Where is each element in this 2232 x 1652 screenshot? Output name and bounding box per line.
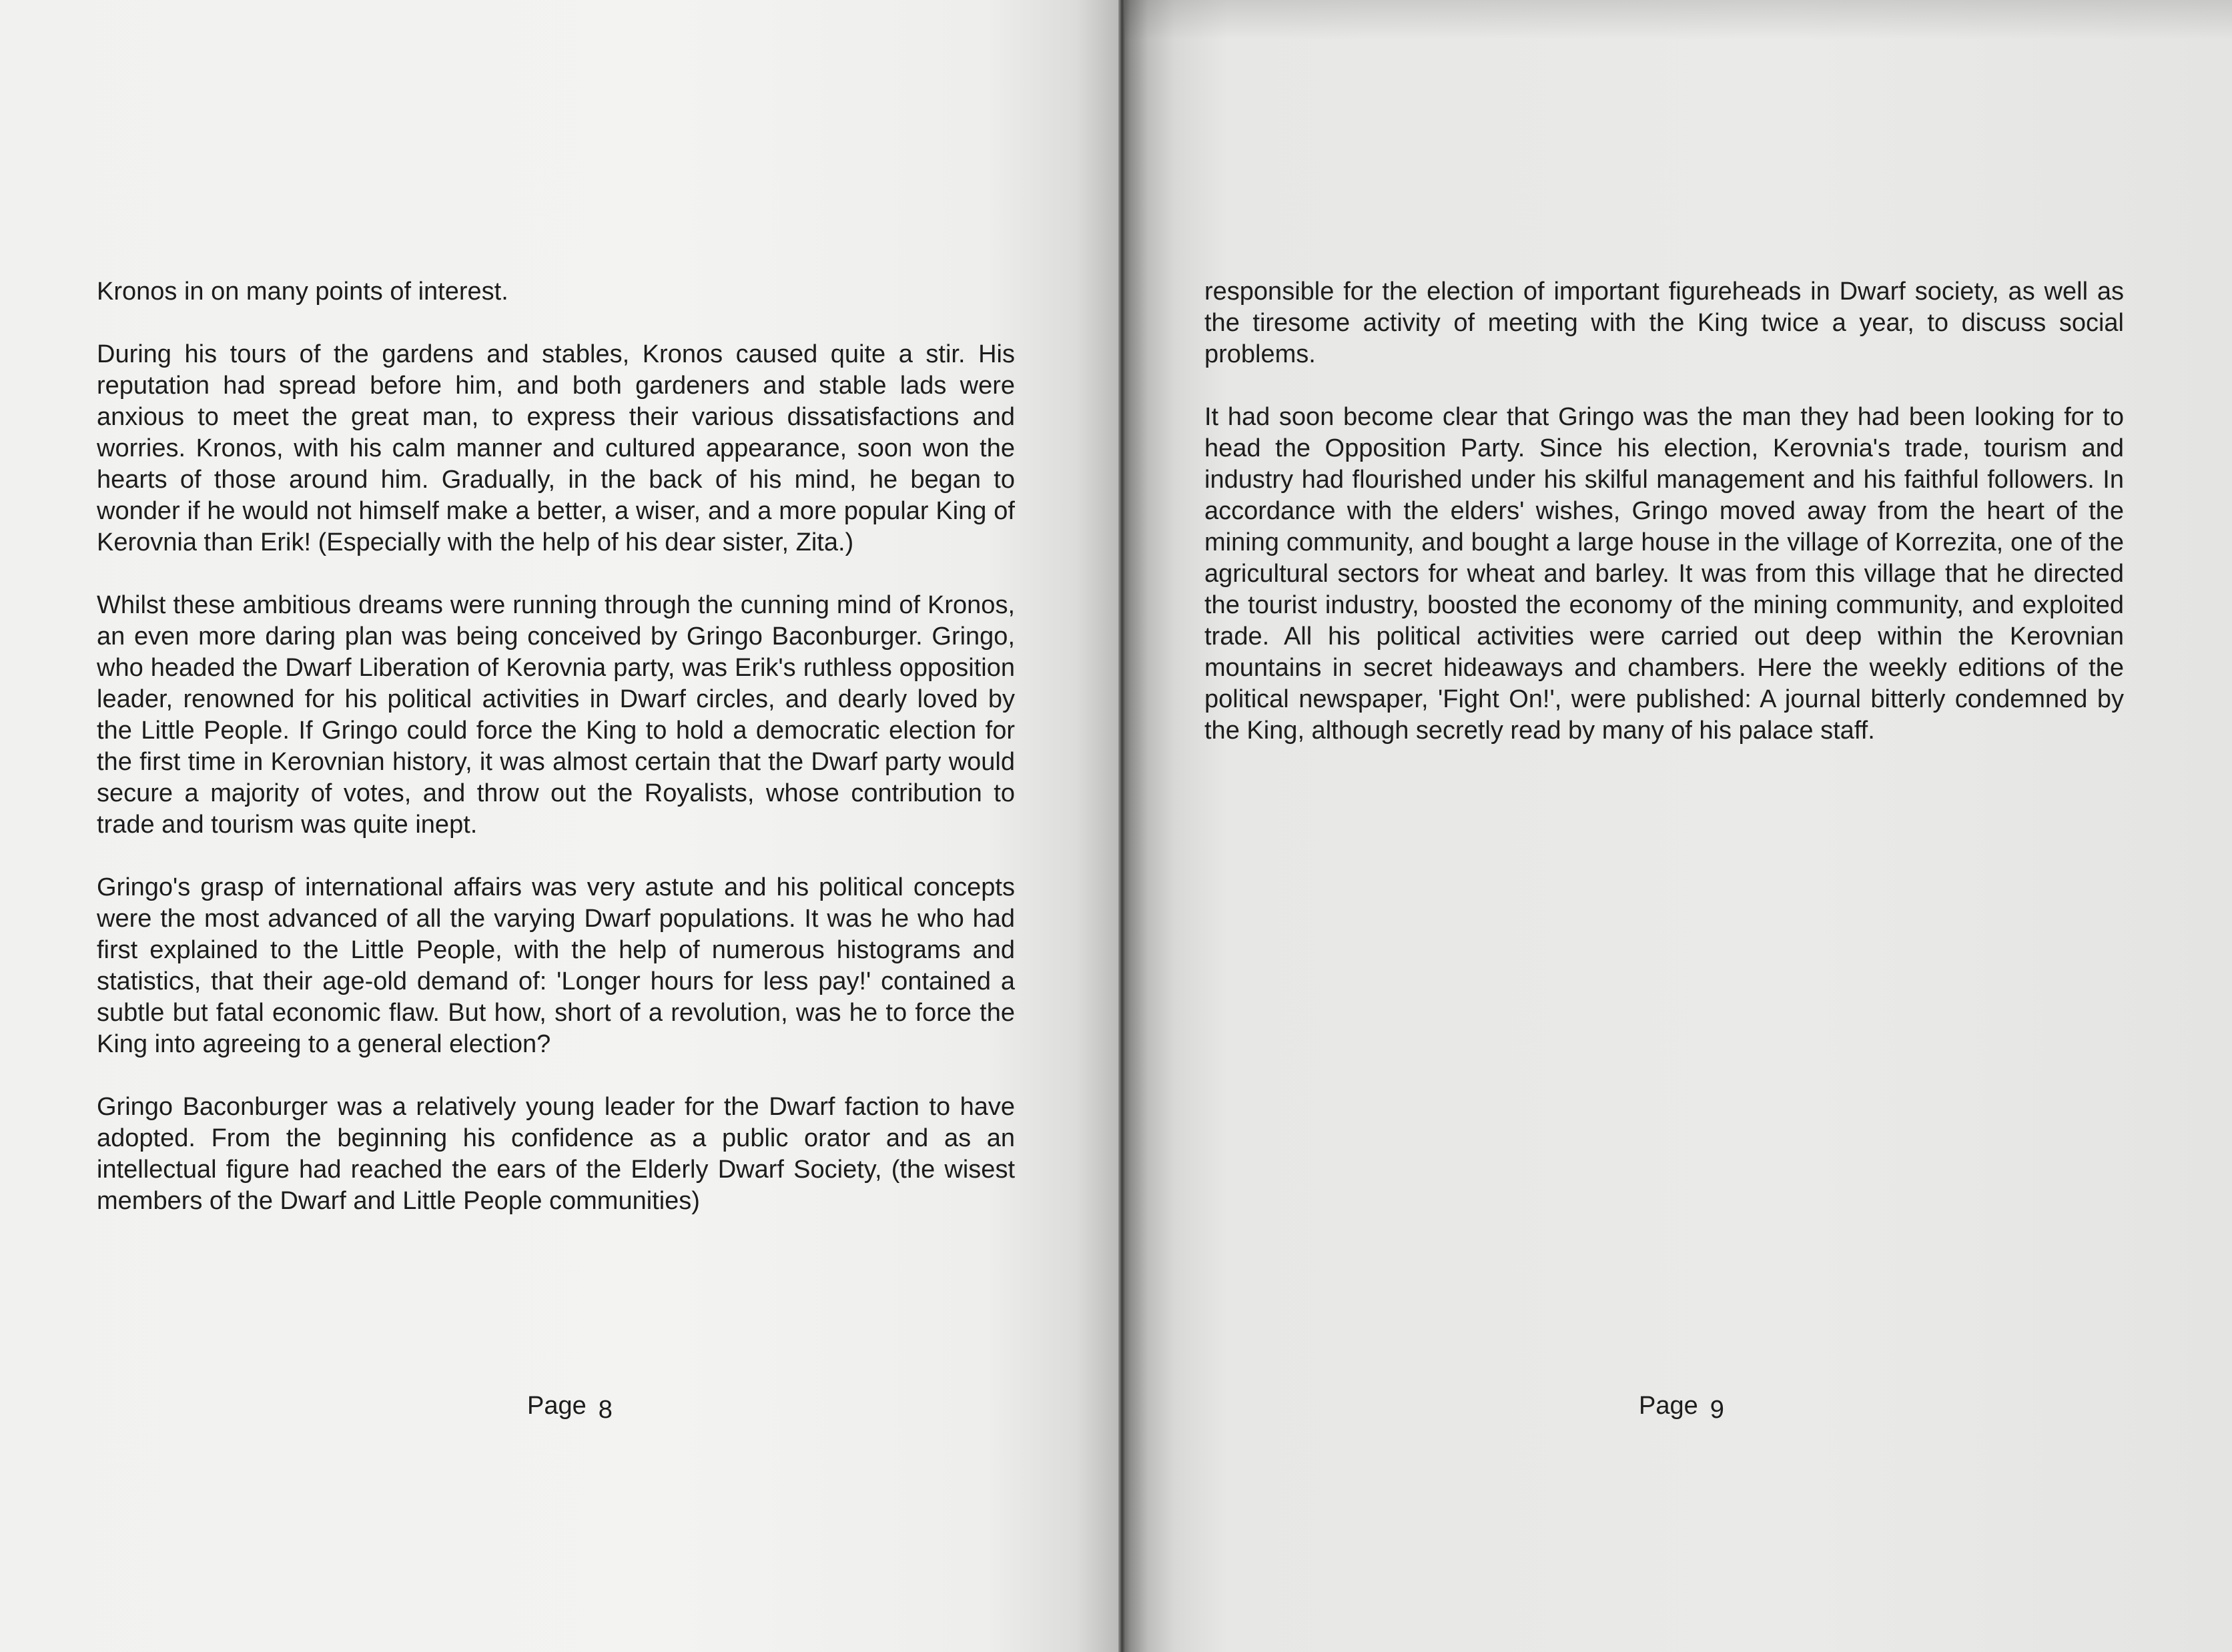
page-number-right bbox=[1639, 1390, 1724, 1424]
page-number-value: 9 bbox=[1710, 1396, 1724, 1424]
paragraph: Whilst these ambitious dreams were running through the cunning mind of Kronos, an even more daring plan was being conceived by Gringo Baconburger. Gringo, who headed the Dwarf Liberation of Kerovnia party, was Erik's ruthless opposition leader, renowned for his political activities in Dwarf circles, and dearly loved by the Little People. If Gringo could force the King to hold a democratic election for the first time in Kerovnian history, it was almost certain that the Dwarf party would secure a majority of votes, and throw out the Royalists, whose contribution to trade and tourism was quite inept. bbox=[97, 591, 1015, 839]
page-label: Page bbox=[527, 1392, 587, 1420]
paragraph: It had soon become clear that Gringo was the man they had been looking for to head the Opposition Party. Since his election, Kerovnia's trade, tourism and industry had flourished under his skilful management and his faithful followers. In accordance with the elders' wishes, Gringo moved away from the heart of the mining community, and bought a large house in the village of Korrezita, one of the agricultural sectors for wheat and barley. It was from this village that he directed the tourist industry, boosted the economy of the mining community, and exploited trade. All his political activities were carried out deep within the Kerovnian mountains in secret hideaways and chambers. Here the weekly editions of the political newspaper, 'Fight On!', were published: A journal bitterly condemned by the King, although secretly read by many of his palace staff. bbox=[1204, 403, 2124, 745]
top-edge-shadow bbox=[1121, 0, 2232, 40]
paragraph: Kronos in on many points of interest. bbox=[97, 278, 508, 306]
paragraph: responsible for the election of important figureheads in Dwarf society, as well as the tiresome activity of meeting with the King twice a year, to discuss social problems. bbox=[1204, 278, 2124, 368]
right-page-body bbox=[1204, 276, 2124, 778]
left-page-body bbox=[97, 276, 1015, 1248]
paragraph: Gringo's grasp of international affairs was very astute and his political concepts were the most advanced of all the varying Dwarf populations. It was he who had first explained to the Little People, with the help of numerous histograms and statistics, that their age-old demand of: 'Longer hours for less pay!' contained a subtle but fatal economic flaw. But how, short of a revolution, was he to force the King into agreeing to a general election? bbox=[97, 873, 1015, 1058]
page-label: Page bbox=[1639, 1392, 1698, 1420]
page-number-value: 8 bbox=[598, 1396, 613, 1424]
book-gutter bbox=[1118, 0, 1125, 1652]
page-number-left bbox=[527, 1390, 613, 1424]
paragraph: During his tours of the gardens and stables, Kronos caused quite a stir. His reputation had spread before him, and both gardeners and stable lads were anxious to meet the great man, to express their various dissatisfactions and worries. Kronos, with his calm manner and cultured appearance, soon won the hearts of those around him. Gradually, in the back of his mind, he began to wonder if he would not himself make a better, a wiser, and a more popular King of Kerovnia than Erik! (Especially with the help of his dear sister, Zita.) bbox=[97, 340, 1015, 556]
paragraph: Gringo Baconburger was a relatively young leader for the Dwarf faction to have adopted. From the beginning his confidence as a public orator and as an intellectual figure had reached the ears of the Elderly Dwarf Society, (the wisest members of the Dwarf and Little People communities) bbox=[97, 1093, 1015, 1215]
